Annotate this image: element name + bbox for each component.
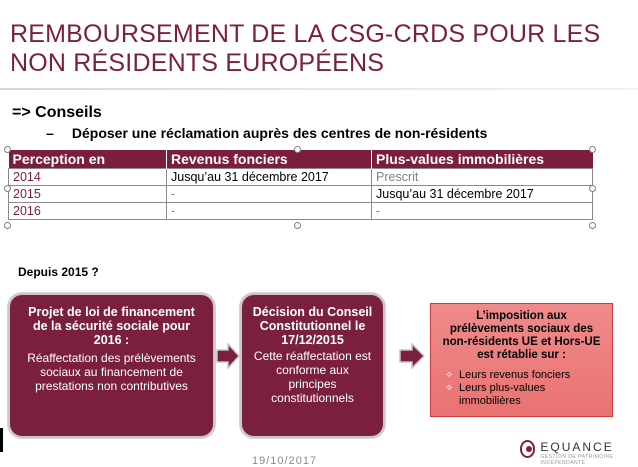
arrow-right-icon: [216, 343, 240, 369]
resize-handle-top-mid[interactable]: [294, 146, 301, 153]
table-cell: Prescrit: [372, 169, 593, 186]
resize-handle-bottom-left[interactable]: [4, 222, 11, 229]
list-item: [445, 382, 604, 408]
slide-date: 19/10/2017: [252, 455, 318, 467]
bullet-icon: ✧: [445, 370, 454, 381]
imposition-list: [439, 369, 604, 408]
bullet-icon: ✧: [445, 383, 454, 394]
table-cell: -: [167, 186, 372, 203]
decision-text: Cette réaffectation est conforme aux principes constitutionnels: [253, 349, 372, 405]
header-revenus-fonciers: Revenus fonciers: [167, 150, 372, 169]
resize-handle-bottom-right[interactable]: [589, 222, 596, 229]
conseil-item: [46, 125, 487, 141]
dash-bullet: –: [46, 125, 54, 141]
header-perception: Perception en: [9, 150, 167, 169]
table-cell: Jusqu’au 31 décembre 2017: [372, 186, 593, 203]
resize-handle-mid-right[interactable]: [589, 185, 596, 192]
table-row: [9, 186, 593, 203]
table-row: [9, 203, 593, 220]
edge-marker: [0, 428, 3, 452]
list-item: [445, 369, 604, 382]
resize-handle-mid-left[interactable]: [4, 185, 11, 192]
logo-mark-icon: [520, 440, 535, 458]
equance-logo: [520, 440, 638, 466]
table-row: [9, 169, 593, 186]
table-cell: 2016: [9, 203, 167, 220]
list-item-text: Leurs revenus fonciers: [459, 369, 571, 381]
title-divider: [0, 88, 638, 90]
resize-handle-top-left[interactable]: [4, 146, 11, 153]
plfss-title: Projet de loi de financement de la sécurité sociale pour 2016 :: [28, 305, 195, 347]
conseil-text: Déposer une réclamation auprès des centres de non-résidents: [71, 125, 488, 141]
logo-subtitle: GESTION DE PATRIMOINE INDÉPENDANTE: [540, 454, 614, 466]
table-cell: 2015: [9, 186, 167, 203]
deadline-table[interactable]: [8, 150, 593, 220]
table-cell: -: [372, 203, 593, 220]
arrow-right-icon: [399, 343, 425, 369]
deadline-table-frame[interactable]: [8, 150, 593, 220]
slide-title: [10, 20, 620, 78]
depuis-heading: Depuis 2015 ?: [18, 265, 99, 279]
header-plus-values: Plus-values immobilières: [372, 150, 593, 169]
imposition-box: [430, 303, 613, 417]
resize-handle-bottom-mid[interactable]: [294, 222, 301, 229]
imposition-title: L’imposition aux prélèvements sociaux des non-résidents UE et Hors-UE est rétablie sur :: [442, 310, 601, 361]
list-item-text: Leurs plus-values immobilières: [459, 382, 546, 407]
logo-text: EQUANCE: [540, 440, 614, 454]
decision-title: Décision du Conseil Constitutionnel le 17/12/2015: [252, 305, 373, 347]
table-header-row: [9, 150, 593, 169]
table-cell: 2014: [9, 169, 167, 186]
title-line-2: NON RÉSIDENTS EUROPÉENS: [10, 49, 385, 77]
resize-handle-top-right[interactable]: [589, 146, 596, 153]
table-cell: -: [167, 203, 372, 220]
conseils-heading: => Conseils: [12, 104, 102, 121]
conseil-constitutionnel-box: [240, 293, 385, 438]
table-cell: Jusqu’au 31 décembre 2017: [167, 169, 372, 186]
plfss-text: Réaffectation des prélèvements sociaux au financement de prestations non contributives: [27, 351, 196, 393]
title-line-1: REMBOURSEMENT DE LA CSG-CRDS POUR LES: [10, 20, 601, 48]
plfss-box: [8, 293, 215, 438]
